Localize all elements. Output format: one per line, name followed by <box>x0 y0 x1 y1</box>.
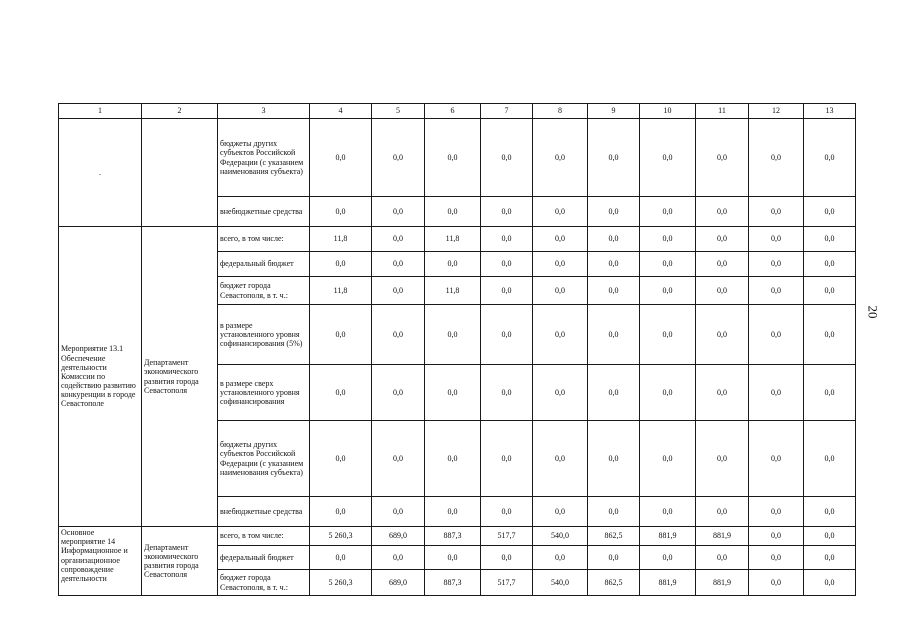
value-cell: 0,0 <box>640 421 696 497</box>
value-cell: 0,0 <box>640 197 696 227</box>
header-cell-5: 5 <box>372 104 425 119</box>
value-cell: 11,8 <box>425 227 481 252</box>
value-cell: 0,0 <box>640 252 696 277</box>
table-row <box>59 119 856 197</box>
value-cell: 0,0 <box>749 570 804 596</box>
value-cell: 0,0 <box>696 546 749 570</box>
value-cell: 0,0 <box>696 252 749 277</box>
value-cell: 0,0 <box>425 365 481 421</box>
value-cell: 0,0 <box>310 546 372 570</box>
value-cell: 0,0 <box>533 252 588 277</box>
value-cell: 0,0 <box>588 277 640 305</box>
value-cell: 0,0 <box>425 421 481 497</box>
value-cell: 0,0 <box>696 365 749 421</box>
funding-source-cell: внебюджетные средства <box>218 197 310 227</box>
value-cell: 0,0 <box>533 305 588 365</box>
value-cell: 0,0 <box>749 421 804 497</box>
value-cell: 5 260,3 <box>310 527 372 546</box>
funding-source-cell: бюджет города Севастополя, в т. ч.: <box>218 277 310 305</box>
event-name-cell: . <box>59 119 142 227</box>
value-cell: 0,0 <box>804 227 856 252</box>
value-cell: 0,0 <box>749 527 804 546</box>
value-cell: 0,0 <box>696 227 749 252</box>
value-cell: 0,0 <box>481 305 533 365</box>
value-cell: 0,0 <box>696 497 749 527</box>
page-number: 20 <box>865 305 881 319</box>
value-cell: 0,0 <box>425 546 481 570</box>
header-cell-1: 1 <box>59 104 142 119</box>
value-cell: 0,0 <box>696 119 749 197</box>
value-cell: 11,8 <box>425 277 481 305</box>
executor-cell: Департамент экономического развития города Севастополя <box>142 227 218 527</box>
funding-source-cell: федеральный бюджет <box>218 252 310 277</box>
value-cell: 881,9 <box>696 570 749 596</box>
table-row <box>59 527 856 546</box>
value-cell: 0,0 <box>588 197 640 227</box>
value-cell: 0,0 <box>804 119 856 197</box>
executor-cell: Департамент экономического развития города Севастополя <box>142 527 218 596</box>
value-cell: 0,0 <box>640 277 696 305</box>
value-cell: 0,0 <box>481 421 533 497</box>
value-cell: 517,7 <box>481 527 533 546</box>
value-cell: 887,3 <box>425 527 481 546</box>
value-cell: 0,0 <box>533 546 588 570</box>
value-cell: 5 260,3 <box>310 570 372 596</box>
value-cell: 0,0 <box>588 546 640 570</box>
header-row <box>59 104 856 119</box>
value-cell: 0,0 <box>804 421 856 497</box>
value-cell: 0,0 <box>804 277 856 305</box>
value-cell: 0,0 <box>804 570 856 596</box>
value-cell: 0,0 <box>425 252 481 277</box>
value-cell: 881,9 <box>696 527 749 546</box>
value-cell: 0,0 <box>372 119 425 197</box>
value-cell: 0,0 <box>749 277 804 305</box>
funding-source-cell: всего, в том числе: <box>218 527 310 546</box>
value-cell: 0,0 <box>372 305 425 365</box>
value-cell: 0,0 <box>372 546 425 570</box>
value-cell: 0,0 <box>804 497 856 527</box>
value-cell: 11,8 <box>310 227 372 252</box>
value-cell: 0,0 <box>749 227 804 252</box>
budget-table <box>58 103 856 596</box>
value-cell: 0,0 <box>310 365 372 421</box>
value-cell: 0,0 <box>804 305 856 365</box>
value-cell: 0,0 <box>372 365 425 421</box>
funding-source-cell: в размере установленного уровня софинансирования (5%) <box>218 305 310 365</box>
header-cell-7: 7 <box>481 104 533 119</box>
value-cell: 0,0 <box>640 305 696 365</box>
value-cell: 0,0 <box>310 197 372 227</box>
value-cell: 0,0 <box>481 546 533 570</box>
event-name-cell: Основное мероприятие 14 Информационное и организационное сопровождение деятельности <box>59 527 142 596</box>
value-cell: 0,0 <box>696 197 749 227</box>
header-cell-2: 2 <box>142 104 218 119</box>
value-cell: 0,0 <box>749 305 804 365</box>
value-cell: 0,0 <box>372 421 425 497</box>
value-cell: 0,0 <box>533 227 588 252</box>
value-cell: 881,9 <box>640 527 696 546</box>
value-cell: 0,0 <box>696 305 749 365</box>
value-cell: 0,0 <box>372 252 425 277</box>
header-cell-4: 4 <box>310 104 372 119</box>
value-cell: 862,5 <box>588 527 640 546</box>
value-cell: 0,0 <box>588 252 640 277</box>
header-cell-10: 10 <box>640 104 696 119</box>
value-cell: 0,0 <box>481 365 533 421</box>
value-cell: 0,0 <box>696 277 749 305</box>
value-cell: 0,0 <box>425 497 481 527</box>
value-cell: 0,0 <box>749 497 804 527</box>
value-cell: 0,0 <box>481 277 533 305</box>
value-cell: 0,0 <box>804 365 856 421</box>
value-cell: 0,0 <box>749 252 804 277</box>
value-cell: 0,0 <box>804 527 856 546</box>
value-cell: 0,0 <box>588 305 640 365</box>
header-cell-6: 6 <box>425 104 481 119</box>
value-cell: 0,0 <box>481 252 533 277</box>
value-cell: 0,0 <box>533 365 588 421</box>
funding-source-cell: бюджет города Севастополя, в т. ч.: <box>218 570 310 596</box>
value-cell: 0,0 <box>588 421 640 497</box>
header-cell-11: 11 <box>696 104 749 119</box>
value-cell: 887,3 <box>425 570 481 596</box>
value-cell: 689,0 <box>372 570 425 596</box>
value-cell: 0,0 <box>640 365 696 421</box>
value-cell: 0,0 <box>310 421 372 497</box>
header-cell-12: 12 <box>749 104 804 119</box>
value-cell: 0,0 <box>804 546 856 570</box>
value-cell: 0,0 <box>640 546 696 570</box>
value-cell: 0,0 <box>372 197 425 227</box>
value-cell: 689,0 <box>372 527 425 546</box>
value-cell: 540,0 <box>533 527 588 546</box>
value-cell: 0,0 <box>749 119 804 197</box>
value-cell: 0,0 <box>749 197 804 227</box>
value-cell: 0,0 <box>588 227 640 252</box>
value-cell: 0,0 <box>804 197 856 227</box>
funding-source-cell: в размере сверх установленного уровня софинансирования <box>218 365 310 421</box>
value-cell: 0,0 <box>588 365 640 421</box>
value-cell: 0,0 <box>481 227 533 252</box>
value-cell: 0,0 <box>425 305 481 365</box>
value-cell: 0,0 <box>310 252 372 277</box>
value-cell: 11,8 <box>310 277 372 305</box>
value-cell: 517,7 <box>481 570 533 596</box>
value-cell: 0,0 <box>372 227 425 252</box>
value-cell: 0,0 <box>749 365 804 421</box>
value-cell: 0,0 <box>640 119 696 197</box>
value-cell: 0,0 <box>804 252 856 277</box>
executor-cell <box>142 119 218 227</box>
value-cell: 0,0 <box>533 421 588 497</box>
value-cell: 881,9 <box>640 570 696 596</box>
event-name-cell: Мероприятие 13.1 Обеспечение деятельности Комиссии по содействию развитию конкуренции в городе Севастополе <box>59 227 142 527</box>
value-cell: 0,0 <box>310 497 372 527</box>
funding-source-cell: бюджеты других субъектов Российской Федерации (с указанием наименования субъекта) <box>218 119 310 197</box>
funding-source-cell: всего, в том числе: <box>218 227 310 252</box>
table-row <box>59 227 856 252</box>
value-cell: 0,0 <box>533 497 588 527</box>
value-cell: 0,0 <box>533 197 588 227</box>
funding-source-cell: федеральный бюджет <box>218 546 310 570</box>
value-cell: 0,0 <box>425 119 481 197</box>
value-cell: 0,0 <box>310 305 372 365</box>
value-cell: 0,0 <box>425 197 481 227</box>
header-cell-9: 9 <box>588 104 640 119</box>
value-cell: 0,0 <box>481 119 533 197</box>
value-cell: 540,0 <box>533 570 588 596</box>
value-cell: 0,0 <box>696 421 749 497</box>
value-cell: 0,0 <box>640 227 696 252</box>
value-cell: 0,0 <box>372 497 425 527</box>
header-cell-13: 13 <box>804 104 856 119</box>
value-cell: 0,0 <box>640 497 696 527</box>
funding-source-cell: бюджеты других субъектов Российской Федерации (с указанием наименования субъекта) <box>218 421 310 497</box>
value-cell: 0,0 <box>533 119 588 197</box>
value-cell: 0,0 <box>481 497 533 527</box>
value-cell: 0,0 <box>310 119 372 197</box>
funding-source-cell: внебюджетные средства <box>218 497 310 527</box>
value-cell: 0,0 <box>588 497 640 527</box>
value-cell: 862,5 <box>588 570 640 596</box>
header-cell-3: 3 <box>218 104 310 119</box>
value-cell: 0,0 <box>372 277 425 305</box>
value-cell: 0,0 <box>481 197 533 227</box>
value-cell: 0,0 <box>533 277 588 305</box>
value-cell: 0,0 <box>749 546 804 570</box>
value-cell: 0,0 <box>588 119 640 197</box>
header-cell-8: 8 <box>533 104 588 119</box>
